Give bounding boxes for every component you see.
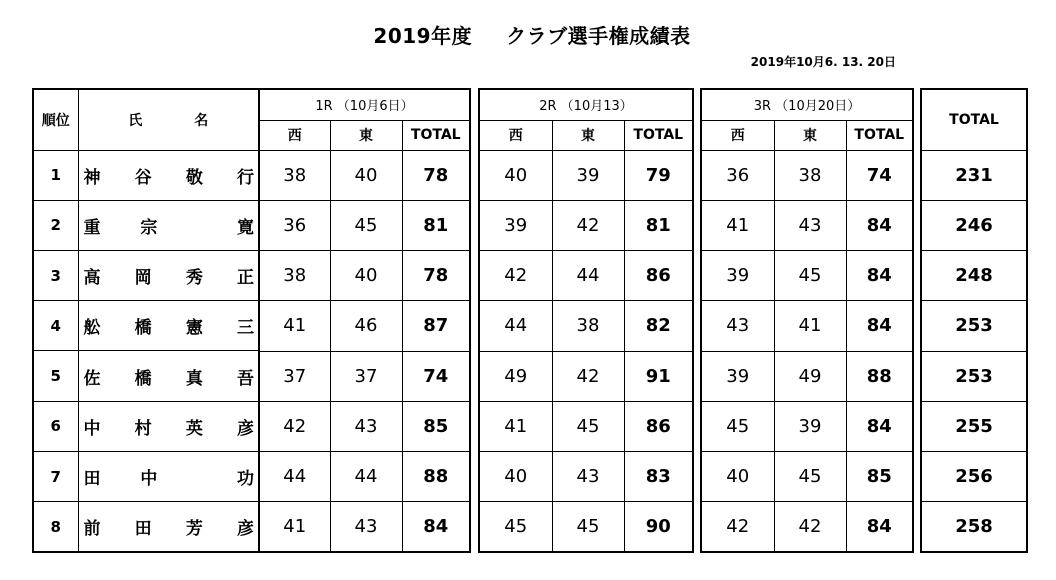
name-char: 功 bbox=[236, 469, 254, 490]
name-char: 寛 bbox=[236, 217, 254, 238]
round1-total-score: 78 bbox=[402, 251, 469, 301]
round2-row bbox=[480, 251, 692, 301]
grand-total-header: TOTAL bbox=[922, 90, 1026, 150]
round3-block bbox=[700, 88, 914, 553]
round3-east-score: 41 bbox=[774, 301, 846, 351]
round3-total-score: 85 bbox=[846, 452, 912, 502]
round1-west-score: 44 bbox=[260, 452, 330, 502]
round3-row bbox=[702, 301, 912, 351]
round2-block bbox=[478, 88, 694, 553]
name-char: 佐 bbox=[83, 368, 101, 389]
round2-total-score: 90 bbox=[624, 502, 692, 551]
round2-total-score: 82 bbox=[624, 301, 692, 351]
name-char: 秀 bbox=[185, 268, 203, 289]
rank-cell: 1 bbox=[34, 150, 78, 200]
round3-total-score: 74 bbox=[846, 150, 912, 200]
player-row bbox=[34, 250, 258, 300]
round1-total-score: 74 bbox=[402, 351, 469, 401]
round2-row bbox=[480, 301, 692, 351]
round2-west-score: 45 bbox=[480, 502, 552, 551]
name-block bbox=[32, 88, 260, 553]
round1-east-score: 40 bbox=[330, 150, 402, 200]
round1-row bbox=[260, 301, 469, 351]
player-row bbox=[34, 351, 258, 401]
round3-east-score: 42 bbox=[774, 502, 846, 551]
name-char: 三 bbox=[236, 318, 254, 339]
round2-east-score: 45 bbox=[552, 502, 624, 551]
rank-cell: 7 bbox=[34, 451, 78, 501]
title-name: クラブ選手権成績表 bbox=[506, 24, 691, 48]
round1-east-score: 40 bbox=[330, 251, 402, 301]
name-char: 高 bbox=[83, 268, 101, 289]
tournament-dates: 2019年10月6. 13. 20日 bbox=[750, 55, 896, 69]
round1-total-score: 81 bbox=[402, 200, 469, 250]
round2-east-score: 43 bbox=[552, 452, 624, 502]
round2-row bbox=[480, 452, 692, 502]
round2-east-score: 44 bbox=[552, 251, 624, 301]
round1-west-score: 38 bbox=[260, 150, 330, 200]
round3-row bbox=[702, 150, 912, 200]
round3-west-score: 40 bbox=[702, 452, 774, 502]
name-char: 彦 bbox=[236, 519, 254, 540]
player-name-cell bbox=[78, 401, 258, 451]
round2-header: 2R （10月13） bbox=[480, 90, 692, 120]
player-name bbox=[79, 514, 259, 539]
round2-east-score: 39 bbox=[552, 150, 624, 200]
round1-total-score: 78 bbox=[402, 150, 469, 200]
name-char: 敬 bbox=[185, 167, 203, 188]
grand-total-score: 253 bbox=[922, 301, 1026, 351]
name-char: 神 bbox=[83, 167, 101, 188]
grand-total-row bbox=[922, 251, 1026, 301]
player-row bbox=[34, 301, 258, 351]
round2-row bbox=[480, 200, 692, 250]
round3-total-score: 88 bbox=[846, 351, 912, 401]
grand-total-row bbox=[922, 351, 1026, 401]
player-name bbox=[79, 464, 259, 489]
grand-total-row bbox=[922, 502, 1026, 551]
grand-total-row bbox=[922, 200, 1026, 250]
round1-row bbox=[260, 502, 469, 551]
round1-row bbox=[260, 452, 469, 502]
round2-row bbox=[480, 351, 692, 401]
player-row bbox=[34, 451, 258, 501]
name-header bbox=[78, 90, 258, 150]
round2-west-score: 40 bbox=[480, 452, 552, 502]
round2-west-score: 42 bbox=[480, 251, 552, 301]
player-name-cell bbox=[78, 351, 258, 401]
name-char: 吾 bbox=[236, 368, 254, 389]
round3-west-score: 39 bbox=[702, 351, 774, 401]
round1-total-score: 85 bbox=[402, 401, 469, 451]
name-char: 重 bbox=[83, 217, 101, 238]
name-char: 前 bbox=[83, 519, 101, 540]
round2-east-score: 45 bbox=[552, 401, 624, 451]
round1-east-header: 東 bbox=[330, 120, 402, 150]
round2-west-score: 49 bbox=[480, 351, 552, 401]
grand-total-score: 258 bbox=[922, 502, 1026, 551]
round3-total-score: 84 bbox=[846, 200, 912, 250]
round3-header: 3R （10月20日） bbox=[702, 90, 912, 120]
round1-west-score: 41 bbox=[260, 301, 330, 351]
player-row bbox=[34, 200, 258, 250]
round1-west-score: 38 bbox=[260, 251, 330, 301]
name-char: 村 bbox=[134, 418, 152, 439]
round3-total-score: 84 bbox=[846, 502, 912, 551]
round2-row bbox=[480, 150, 692, 200]
round3-west-score: 45 bbox=[702, 401, 774, 451]
round1-east-score: 45 bbox=[330, 200, 402, 250]
player-name bbox=[79, 263, 259, 288]
round2-total-score: 91 bbox=[624, 351, 692, 401]
round1-total-score: 87 bbox=[402, 301, 469, 351]
round3-row bbox=[702, 401, 912, 451]
round1-west-header: 西 bbox=[260, 120, 330, 150]
round3-east-score: 49 bbox=[774, 351, 846, 401]
player-name bbox=[79, 364, 259, 389]
name-char: 正 bbox=[236, 268, 254, 289]
name-char: 英 bbox=[185, 418, 203, 439]
round3-east-score: 45 bbox=[774, 251, 846, 301]
round1-east-score: 43 bbox=[330, 401, 402, 451]
round1-east-score: 46 bbox=[330, 301, 402, 351]
round1-block bbox=[258, 88, 471, 553]
player-name bbox=[79, 414, 259, 439]
round3-east-score: 39 bbox=[774, 401, 846, 451]
grand-total-score: 256 bbox=[922, 452, 1026, 502]
round3-east-score: 43 bbox=[774, 200, 846, 250]
name-char: 中 bbox=[83, 418, 101, 439]
round3-west-header: 西 bbox=[702, 120, 774, 150]
player-name bbox=[79, 213, 259, 238]
name-header-a: 氏 bbox=[128, 112, 143, 129]
round3-east-score: 45 bbox=[774, 452, 846, 502]
round3-west-score: 39 bbox=[702, 251, 774, 301]
round1-total-score: 88 bbox=[402, 452, 469, 502]
rank-cell: 6 bbox=[34, 401, 78, 451]
round1-east-score: 43 bbox=[330, 502, 402, 551]
grand-total-row bbox=[922, 401, 1026, 451]
name-char: 真 bbox=[185, 368, 203, 389]
round3-row bbox=[702, 351, 912, 401]
round2-total-score: 81 bbox=[624, 200, 692, 250]
round1-row bbox=[260, 351, 469, 401]
rank-cell: 3 bbox=[34, 250, 78, 300]
round2-east-header: 東 bbox=[552, 120, 624, 150]
round1-west-score: 42 bbox=[260, 401, 330, 451]
round2-total-score: 79 bbox=[624, 150, 692, 200]
rank-cell: 2 bbox=[34, 200, 78, 250]
name-char: 彦 bbox=[236, 418, 254, 439]
round1-east-score: 37 bbox=[330, 351, 402, 401]
player-name-cell bbox=[78, 150, 258, 200]
player-name bbox=[79, 163, 259, 188]
round3-west-score: 42 bbox=[702, 502, 774, 551]
round3-west-score: 43 bbox=[702, 301, 774, 351]
round2-west-score: 40 bbox=[480, 150, 552, 200]
name-char: 田 bbox=[134, 519, 152, 540]
rank-cell: 4 bbox=[34, 301, 78, 351]
grand-total-score: 231 bbox=[922, 150, 1026, 200]
rank-cell: 5 bbox=[34, 351, 78, 401]
round2-total-score: 86 bbox=[624, 251, 692, 301]
name-char: 憲 bbox=[185, 318, 203, 339]
round1-west-score: 41 bbox=[260, 502, 330, 551]
grand-total-score: 255 bbox=[922, 401, 1026, 451]
round2-west-score: 41 bbox=[480, 401, 552, 451]
grand-total-row bbox=[922, 301, 1026, 351]
round1-west-score: 36 bbox=[260, 200, 330, 250]
rank-cell: 8 bbox=[34, 502, 78, 551]
round3-west-score: 36 bbox=[702, 150, 774, 200]
grand-total-row bbox=[922, 452, 1026, 502]
round1-east-score: 44 bbox=[330, 452, 402, 502]
grand-total-score: 246 bbox=[922, 200, 1026, 250]
name-char: 舩 bbox=[83, 318, 101, 339]
player-row bbox=[34, 502, 258, 551]
rank-header: 順位 bbox=[34, 90, 78, 150]
round3-total-score: 84 bbox=[846, 251, 912, 301]
player-name-cell bbox=[78, 250, 258, 300]
round2-east-score: 42 bbox=[552, 200, 624, 250]
round3-west-score: 41 bbox=[702, 200, 774, 250]
player-name-cell bbox=[78, 451, 258, 501]
round3-row bbox=[702, 200, 912, 250]
round1-total-score: 84 bbox=[402, 502, 469, 551]
round3-row bbox=[702, 251, 912, 301]
player-row bbox=[34, 150, 258, 200]
round1-header: 1R （10月6日） bbox=[260, 90, 469, 120]
grand-total-score: 248 bbox=[922, 251, 1026, 301]
round1-row bbox=[260, 251, 469, 301]
name-char: 中 bbox=[140, 469, 158, 490]
name-char: 谷 bbox=[134, 167, 152, 188]
name-char: 橋 bbox=[134, 318, 152, 339]
round3-east-header: 東 bbox=[774, 120, 846, 150]
grand-total-row bbox=[922, 150, 1026, 200]
name-header-b: 名 bbox=[194, 112, 209, 129]
round2-east-score: 38 bbox=[552, 301, 624, 351]
name-char: 田 bbox=[83, 469, 101, 490]
round2-row bbox=[480, 401, 692, 451]
title-year: 2019年度 bbox=[373, 24, 473, 48]
name-char: 芳 bbox=[185, 519, 203, 540]
round3-east-score: 38 bbox=[774, 150, 846, 200]
player-name bbox=[79, 313, 259, 338]
round2-east-score: 42 bbox=[552, 351, 624, 401]
round1-west-score: 37 bbox=[260, 351, 330, 401]
round2-total-score: 86 bbox=[624, 401, 692, 451]
page-title bbox=[0, 20, 1056, 49]
grand-total-block bbox=[920, 88, 1028, 553]
round1-total-header: TOTAL bbox=[402, 120, 469, 150]
round1-row bbox=[260, 200, 469, 250]
round2-row bbox=[480, 502, 692, 551]
grand-total-score: 253 bbox=[922, 351, 1026, 401]
player-name-cell bbox=[78, 502, 258, 551]
round1-row bbox=[260, 401, 469, 451]
round2-total-score: 83 bbox=[624, 452, 692, 502]
name-char: 橋 bbox=[134, 368, 152, 389]
round2-west-header: 西 bbox=[480, 120, 552, 150]
round3-total-score: 84 bbox=[846, 301, 912, 351]
player-name-cell bbox=[78, 200, 258, 250]
name-char: 行 bbox=[236, 167, 254, 188]
round2-west-score: 39 bbox=[480, 200, 552, 250]
round1-row bbox=[260, 150, 469, 200]
name-char: 宗 bbox=[140, 217, 158, 238]
round3-total-score: 84 bbox=[846, 401, 912, 451]
round2-west-score: 44 bbox=[480, 301, 552, 351]
round3-total-header: TOTAL bbox=[846, 120, 912, 150]
round2-total-header: TOTAL bbox=[624, 120, 692, 150]
player-row bbox=[34, 401, 258, 451]
round3-row bbox=[702, 502, 912, 551]
name-char: 岡 bbox=[134, 268, 152, 289]
player-name-cell bbox=[78, 301, 258, 351]
round3-row bbox=[702, 452, 912, 502]
